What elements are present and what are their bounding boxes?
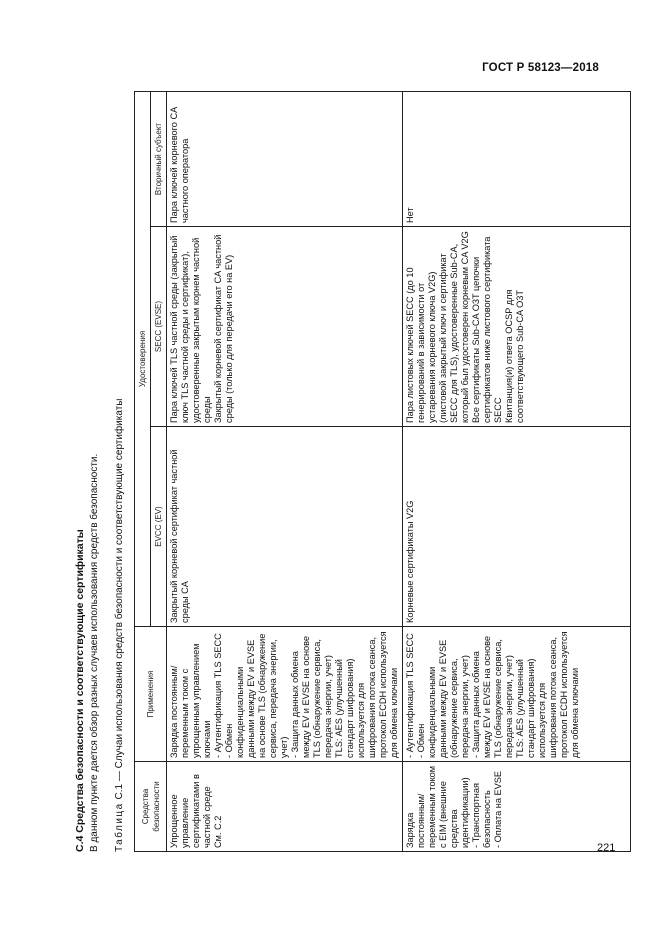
cell-secc: Пара ключей TLS частной среды (закрытый ключ TLS частной среды и сертификат), удостоверенные закрытым корнем частной среды Закрытый корневой сертификат CA частной среды (только для передачи его на EV) (167, 227, 403, 427)
rotated-page-body (74, 92, 614, 852)
cell-security-means: Упрощенное управление сертификатами в частной среде См. С.2 (167, 762, 403, 852)
cell-security-means: Зарядка постоянным/переменным током с EIM (внешние средства идентификации) - Транспортная безопасность - Оплата на EVSE (403, 762, 631, 852)
header-application: Применения (135, 627, 167, 762)
header-secondary: Вторичный субъект (151, 92, 167, 227)
header-security-means: Средства безопасности (135, 762, 167, 852)
cell-application: - Аутентификация TLS SECC - Обмен конфиденциальными данными между EV и EVSE (обнаружение сервиса, передача энергии, учет) - Защита данных обмена между EV и EVSE на основе TLS (обнаружение сервиса, передача энергии, учет) TLS: AES (улучшенный стандарт шифрования) используется для шифрования потока сеанса, протокол ECDH используется для обмена ключами (403, 627, 631, 762)
table-row (167, 92, 403, 852)
table-caption-text: С.1 — Случаи использования средств безопасности и соответствующие сертификаты (114, 398, 125, 803)
cell-secondary: Пара ключей корневого CA частного оператора (167, 92, 403, 227)
cell-evcc: Закрытый корневой сертификат частной среды CA (167, 427, 403, 627)
header-certification: Удостоверения (135, 92, 151, 627)
table-caption (114, 399, 125, 852)
cell-application: Зарядка постоянным/переменным током с упрощенным управлением ключами - Аутентификация TLS SECC - Обмен конфиденциальными данными между EV и EVSE на основе TLS (обнаружение сервиса, передача энергии, учет) - Защита данных обмена между EV и EVSE на основе TLS (обнаружение сервиса, передача энергии, учет) TLS: AES (улучшенный стандарт шифрования) используется для шифрования потока сеанса, протокол ECDH используется для обмена ключами (167, 627, 403, 762)
header-evcc: EVCC (EV) (151, 427, 167, 627)
cell-secc: Пара листовых ключей SECC (до 10 генерирований в зависимости от устаревания корневого ключа V2G) (листовой закрытый ключ и сертификат SECC для TLS), удостоверенные Sub-CA, который был удостоверен корневым CA V2G Все сертификаты Sub-CA O3T цепочки сертификатов ниже листового сертификата SECC Квитанция(и) ответа OCSP для соответствующего Sub-CA O3T (403, 227, 631, 427)
section-title: С.4 Средства безопасности и соответствующие сертификаты (74, 529, 86, 852)
cell-secondary: Нет (403, 92, 631, 227)
header-secc: SECC (EVSE) (151, 227, 167, 427)
table-caption-label: Таблица (114, 802, 125, 852)
table-row (403, 92, 631, 852)
intro-paragraph: В данном пункте дается обзор разных случаев использования средств безопасности. (89, 453, 100, 852)
standard-header: ГОСТ Р 58123—2018 (482, 62, 599, 74)
security-means-table (134, 91, 631, 852)
page-number: 221 (597, 842, 616, 854)
cell-evcc: Корневые сертификаты V2G (403, 427, 631, 627)
